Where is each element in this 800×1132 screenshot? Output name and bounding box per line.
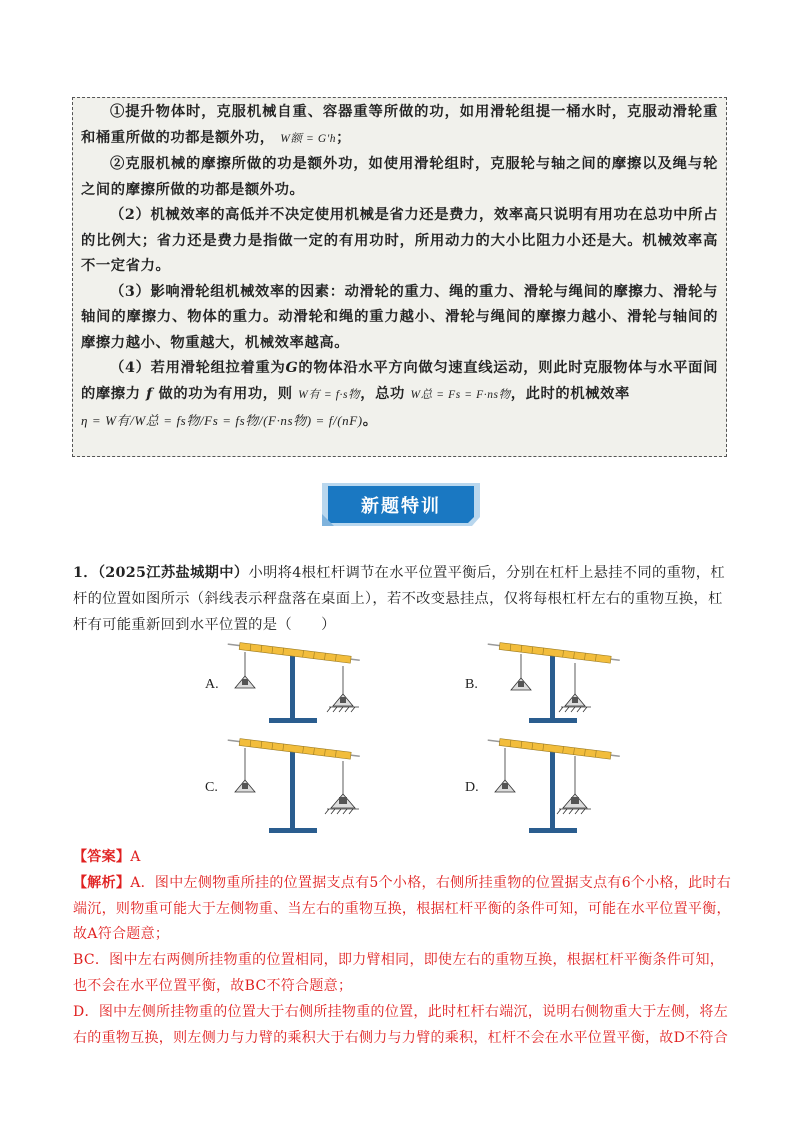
answer-section (73, 845, 733, 1051)
kb-para-5: （4）若用滑轮组拉着重为G的物体沿水平方向做匀速直线运动，则此时克服物体与水平面间的摩擦力 f 做的功为有用功，则 W有 = f·s物，总功 W总 = Fs = F·ns物，此时的机械效率 η = W有/W总 = fs物/Fs = fs物/(F·ns物) = f/(nF)。 (81, 360, 718, 429)
option-a-label: A. (205, 677, 219, 692)
formula-w-useful: W有 = f·s物 (298, 388, 361, 401)
formula-w-extra: W额 = G'h (280, 132, 337, 145)
kb-para-4: （3）影响滑轮组机械效率的因素：动滑轮的重力、绳的重力、滑轮与绳间的摩擦力、滑轮与轴间的摩擦力、物体的重力。动滑轮和绳的重力越小、滑轮与绳间的摩擦力越小、滑轮与轴间的摩擦力越小、物重越大，机械效率越高。 (81, 283, 718, 351)
lever-figure-c (225, 736, 365, 836)
analysis-d: D．图中左侧所挂物重的位置大于右侧所挂物重的位置，此时杠杆右端沉，说明右侧物重大于左侧，将左右的重物互换，则左侧力与力臂的乘积大于右侧力与力臂的乘积，杠杆不会在水平位置平衡，故D不符合 (73, 1003, 729, 1046)
analysis-bc: BC．图中左右两侧所挂物重的位置相同，即力臂相同，即使左右的重物互换，根据杠杆平衡条件可知，也不会在水平位置平衡，故BC不符合题意； (73, 952, 725, 994)
kb-para-2: ②克服机械的摩擦所做的功是额外功，如使用滑轮组时，克服轮与轴之间的摩擦以及绳与轮之间的摩擦所做的功都是额外功。 (81, 156, 718, 198)
analysis-a: 【解析】A．图中左侧物重所挂的位置据支点有5个小格，右侧所挂重物的位置据支点有6个小格，此时右端沉，则物重可能大于左侧物重、当左右的重物互换，根据杠杆平衡的条件可知，可能在水平位置平衡，故A符合题意； (73, 874, 732, 943)
knowledge-box (72, 97, 727, 457)
option-b-label: B. (465, 677, 478, 692)
formula-efficiency: η = W有/W总 = fs物/Fs = fs物/(F·ns物) = f/(nF) (81, 413, 363, 428)
question-source: （2025江苏盐城期中） (97, 565, 249, 581)
formula-w-total: W总 = Fs = F·ns物 (410, 388, 511, 401)
kb-para-3: （2）机械效率的高低并不决定使用机械是省力还是费力，效率高只说明有用功在总功中所占的比例大；省力还是费力是指做一定的有用功时，所用动力的大小比阻力小还是大。机械效率高不一定省力。 (81, 207, 718, 274)
lever-figure-b (485, 636, 625, 726)
kb-para-1: ①提升物体时，克服机械自重、容器重等所做的功，如用滑轮组提一桶水时，克服动滑轮重和桶重所做的功都是额外功， W额 = G'h； (81, 104, 718, 146)
lever-figure-a (225, 636, 365, 726)
question-1 (73, 560, 733, 638)
banner-title: 新题特训 (361, 496, 441, 517)
section-banner (322, 483, 480, 526)
question-text: 小明将4根杠杆调节在水平位置平衡后，分别在杠杆上悬挂不同的重物，杠杆的位置如图所示（斜线表示秤盘落在桌面上），若不改变悬挂点，仅将每根杠杆左右的重物互换，杠杆有可能重新回到水平位置的是（ ） (73, 565, 725, 633)
lever-figure-d (485, 736, 625, 836)
option-c-label: C. (205, 780, 218, 795)
option-d-label: D. (465, 780, 479, 795)
answer-line: 【答案】A (73, 849, 141, 865)
question-number: 1． (73, 565, 98, 581)
